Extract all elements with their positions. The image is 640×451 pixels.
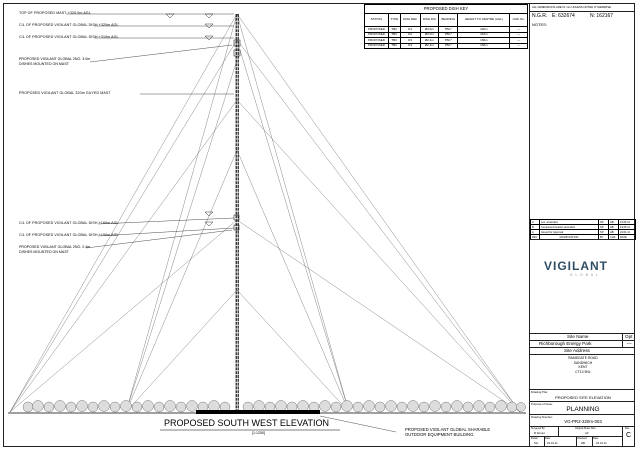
rev-value: C	[626, 432, 632, 439]
guy-wires	[10, 14, 520, 412]
table-cell: D1	[400, 27, 420, 33]
table-cell: SP	[599, 230, 609, 235]
opt-label: Opt	[625, 334, 633, 339]
label-dishes-3m-line2: DISHES MOUNTED ON MAST	[19, 61, 69, 66]
table-cell: HB	[609, 220, 619, 225]
surveyed-by-label: Surveyed By:	[531, 427, 546, 430]
table-cell: TBC°	[439, 27, 458, 33]
table-cell: Ø3.0m	[420, 32, 439, 38]
label-dish-160: C/L OF PROPOSED VIGILANT GLOBAL DISH +160m AGL	[19, 221, 119, 225]
table-cell: A	[531, 230, 540, 235]
level-markers	[166, 14, 213, 226]
table-cell: HB	[609, 225, 619, 230]
dish-key-col: DISH DIA	[420, 14, 439, 27]
table-cell: Ø2.4m	[420, 43, 439, 49]
table-cell: 150m	[458, 43, 510, 49]
opt-value: —	[627, 341, 632, 346]
table-cell: SP	[599, 225, 609, 230]
checked-value: HB	[581, 441, 585, 445]
ngr-northing: N: 162167	[590, 13, 614, 19]
dish-key-col: TYPE	[388, 14, 400, 27]
address-line: CT13 9NL	[575, 369, 591, 374]
rev-label: Rev:	[625, 427, 630, 430]
address-line: KENT	[578, 365, 588, 370]
table-cell: TBC°	[439, 38, 458, 44]
site-address-label: Site Address	[564, 348, 590, 353]
address-line: SANDWICH	[573, 360, 593, 365]
table-cell: Ø2.4m	[420, 38, 439, 44]
table-header: BY	[599, 235, 609, 240]
vigilant-logo: VIGILANT	[544, 259, 608, 273]
table-header: MODIFICATION	[540, 235, 599, 240]
label-dish-320: C/L OF PROPOSED VIGILANT GLOBAL DISH +320m AGL	[19, 23, 119, 27]
date2-label: Date:	[593, 437, 599, 440]
table-cell: TBC°	[439, 32, 458, 38]
table-header: CHK	[609, 235, 619, 240]
address-line: RAMSGATE ROAD	[568, 356, 598, 360]
label-equipment-line2: OUTDOOR EQUIPMENT BUILDING.	[405, 432, 475, 438]
table-cell: 13.06.11	[619, 220, 636, 225]
drawn-value: SH	[534, 441, 538, 445]
table-cell: Compound location amended	[540, 225, 599, 230]
vigilant-logo-sub: GLOBAL	[570, 273, 601, 277]
table-cell: —	[510, 43, 528, 49]
site-name: Richborough Energy Park	[539, 341, 592, 346]
table-cell: 160m	[458, 38, 510, 44]
dish-d2	[234, 50, 240, 56]
label-dishes-24m-line1: PROPOSED VIGILANT GLOBAL 2NO. 2.4m	[19, 245, 91, 249]
dish-key-col: BEARING	[439, 14, 458, 27]
table-cell: TBC°	[439, 43, 458, 49]
original-size-label: Original Sheet Size:	[575, 427, 597, 430]
table-cell: Loc. amended	[540, 220, 599, 225]
table-cell: 24.01.11	[619, 230, 636, 235]
table-cell: HB	[609, 230, 619, 235]
table-cell: Issued for Approval	[540, 230, 599, 235]
date1-value: 24.01.11	[547, 441, 558, 445]
dish-key-col: STATUS	[365, 14, 389, 27]
title-block	[529, 3, 635, 447]
purpose-label: Purpose of Issue:	[531, 402, 553, 406]
drawn-label: Drawn:	[531, 437, 539, 440]
dims-note: ALL DIMENSIONS ARE IN mm UNLESS NOTED OTHERWISE	[532, 5, 611, 9]
dish-key-col: DISH REF	[400, 14, 420, 27]
label-guyed-mast: PROPOSED VIGILANT GLOBAL 320m GUYED MAST	[19, 91, 111, 95]
label-top-of-mast: TOP OF PROPOSED MAST +320.0m AGL	[19, 11, 91, 15]
table-header: DATE	[619, 235, 636, 240]
table-cell: B	[531, 225, 540, 230]
table-cell: Ø3.0m	[420, 27, 439, 33]
label-equipment-line1: PROPOSED VIGILANT GLOBAL SHARABLE	[405, 427, 491, 432]
table-cell: TBC	[388, 38, 400, 44]
table-cell: —	[510, 32, 528, 38]
table-cell: PROPOSED	[365, 32, 389, 38]
drawing-number-value: VG-PR2-320m-003	[564, 419, 602, 424]
purpose-value: PLANNING	[566, 406, 600, 413]
drawing-title-value: PROPOSED SITE ELEVATION	[555, 395, 611, 400]
label-dish-310: C/L OF PROPOSED VIGILANT GLOBAL DISH +310m AGL	[19, 35, 119, 39]
drawing-scale: [1:1250]	[252, 431, 265, 435]
date2-value: 24.01.11	[596, 441, 607, 445]
table-cell: 310m	[458, 32, 510, 38]
table-cell: 320m	[458, 27, 510, 33]
table-cell: PROPOSED	[365, 27, 389, 33]
table-header: REV	[531, 235, 540, 240]
label-dish-150: C/L OF PROPOSED VIGILANT GLOBAL DISH +150m AGL	[19, 233, 119, 237]
drawing-title: PROPOSED SOUTH WEST ELEVATION	[164, 418, 330, 428]
table-cell: 13.05.11	[619, 225, 636, 230]
table-cell: D2	[400, 32, 420, 38]
label-dishes-3m	[19, 57, 90, 66]
label-equipment-building	[405, 427, 490, 437]
site-address	[530, 356, 636, 374]
table-cell: C	[531, 220, 540, 225]
table-cell: TBC	[388, 43, 400, 49]
original-size-value: A3	[585, 431, 589, 435]
guyed-mast	[234, 14, 240, 413]
dish-key-caption: PROPOSED DISH KEY	[365, 5, 528, 14]
site-name-label: Site Name	[567, 334, 589, 339]
label-dishes-24m	[19, 245, 90, 254]
table-cell: TBC	[388, 32, 400, 38]
table-cell: PROPOSED	[365, 43, 389, 49]
dish-key-table	[364, 4, 528, 49]
equipment-building	[196, 410, 320, 414]
dish-key-header-row	[365, 14, 528, 27]
table-cell: TBC	[388, 27, 400, 33]
notes-label: NOTES:	[532, 22, 547, 27]
drawing-number-label: Drawing Number:	[531, 415, 553, 419]
dish-key-col: LINK No.	[510, 14, 528, 27]
checked-label: Checked:	[577, 437, 588, 440]
table-cell: —	[510, 27, 528, 33]
table-cell: D3	[400, 38, 420, 44]
revision-table	[530, 219, 636, 240]
table-cell: —	[510, 38, 528, 44]
table-cell: PROPOSED	[365, 38, 389, 44]
ngr-label: N.G.R.	[532, 13, 548, 19]
ngr-easting: E: 632674	[552, 13, 575, 19]
table-row	[365, 43, 528, 49]
table-cell: SP	[599, 220, 609, 225]
surveyed-by-value: R Smout	[534, 431, 545, 435]
drawing-title-label: Drawing Title:	[531, 390, 548, 394]
label-dishes-24m-line2: DISHES MOUNTED ON MAST	[19, 249, 69, 254]
dish-key-col: HEIGHT TO CENTRE (AGL)	[458, 14, 510, 27]
table-cell: D4	[400, 43, 420, 49]
date1-label: Date:	[545, 437, 551, 440]
label-dishes-3m-line1: PROPOSED VIGILANT GLOBAL 2NO. 3.0m	[19, 57, 91, 61]
